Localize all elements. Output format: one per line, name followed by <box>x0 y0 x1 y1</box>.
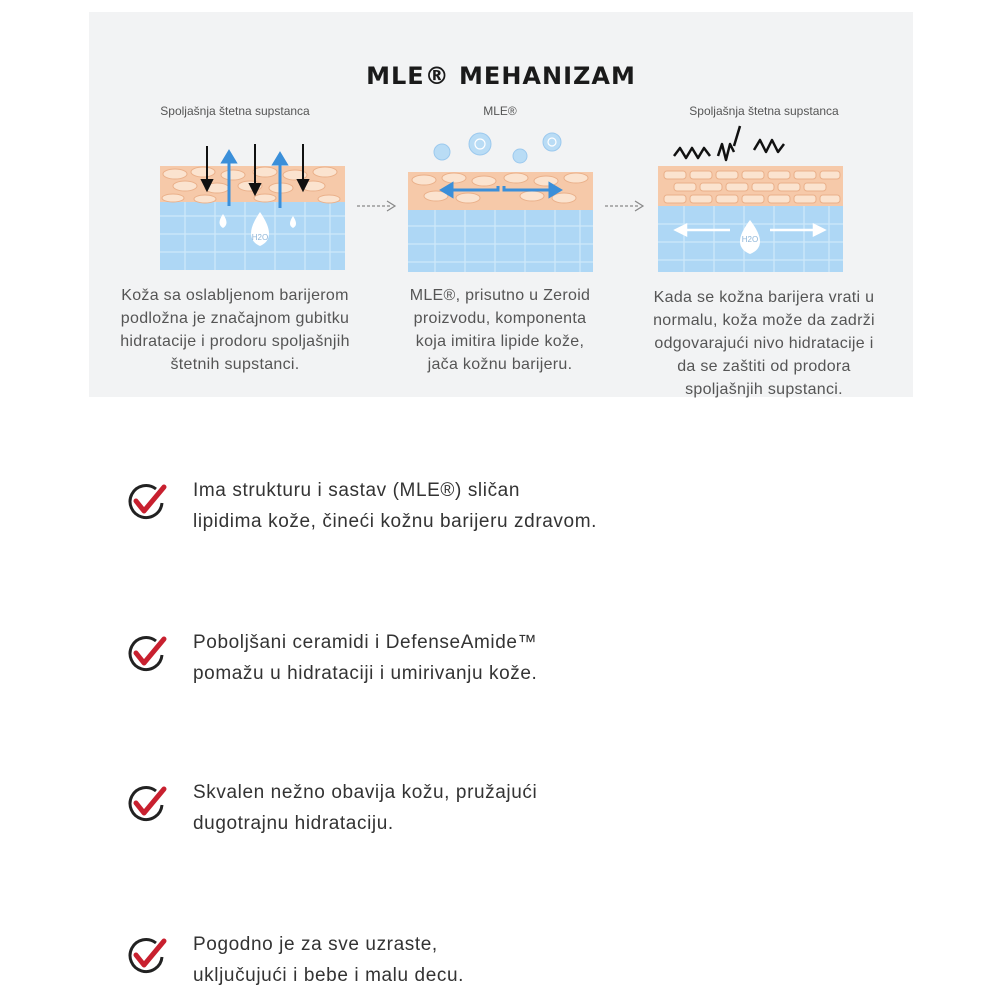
step-3-desc-line: normalu, koža može da zadrži <box>653 312 875 329</box>
step-1-h2o-label: H2O <box>251 233 269 242</box>
step-1-desc-line: podložna je značajnom gubitku <box>120 310 350 327</box>
step-1-top-caption: Spoljašnja štetna supstanca <box>160 104 310 118</box>
feature-line: lipidima kože, čineći kožnu barijeru zdravom. <box>193 511 597 532</box>
step-2-desc-line: jača kožnu barijeru. <box>427 356 573 373</box>
step-1-description <box>115 284 355 376</box>
step-2-desc-line: MLE®, prisutno u Zeroid <box>409 287 591 304</box>
step-2-top-caption: MLE® <box>483 104 517 118</box>
feature-text <box>193 777 753 839</box>
feature-line: Skvalen nežno obavija kožu, pružajući <box>193 782 538 803</box>
feature-text <box>193 929 753 991</box>
check-circle-icon <box>126 483 168 523</box>
step-3-top-caption: Spoljašnja štetna supstanca <box>689 104 839 118</box>
feature-line: dugotrajnu hidrataciju. <box>193 813 394 834</box>
feature-line: Ima strukturu i sastav (MLE®) sličan <box>193 480 521 501</box>
feature-text <box>193 627 753 689</box>
feature-line: uključujući i bebe i malu decu. <box>193 965 465 986</box>
feature-text <box>193 475 753 537</box>
step-1-desc-line: Koža sa oslabljenom barijerom <box>121 287 349 304</box>
check-circle-icon <box>126 635 168 675</box>
weak-barrier-illustration <box>115 116 355 276</box>
check-circle-icon <box>126 785 168 825</box>
step-2-desc-line: proizvodu, komponenta <box>413 310 587 327</box>
step-1-desc-line: štetnih supstanci. <box>170 356 300 373</box>
check-circle-icon <box>126 937 168 977</box>
feature-line: Poboljšani ceramidi i DefenseAmide™ <box>193 632 538 653</box>
feature-line: Pogodno je za sve uzraste, <box>193 934 438 955</box>
step-3-desc-line: spoljašnjih supstanci. <box>685 381 843 398</box>
step-2-description <box>380 284 620 376</box>
mechanism-panel <box>89 12 913 397</box>
feature-line: pomažu u hidrataciji i umirivanju kože. <box>193 663 538 684</box>
mle-barrier-illustration <box>380 116 620 276</box>
step-1-desc-line: hidratacije i prodoru spoljašnjih <box>120 333 350 350</box>
step-3-h2o-label: H2O <box>741 235 759 244</box>
step-2-desc-line: koja imitira lipide kože, <box>415 333 585 350</box>
step-3-desc-line: Kada se kožna barijera vrati u <box>653 289 875 306</box>
healthy-barrier-illustration <box>634 116 894 276</box>
mechanism-title: MLE® MEHANIZAM <box>366 62 636 90</box>
step-3-desc-line: da se zaštiti od prodora <box>677 358 851 375</box>
step-3-desc-line: odgovarajući nivo hidratacije i <box>654 335 874 352</box>
step-3-description <box>634 286 894 401</box>
